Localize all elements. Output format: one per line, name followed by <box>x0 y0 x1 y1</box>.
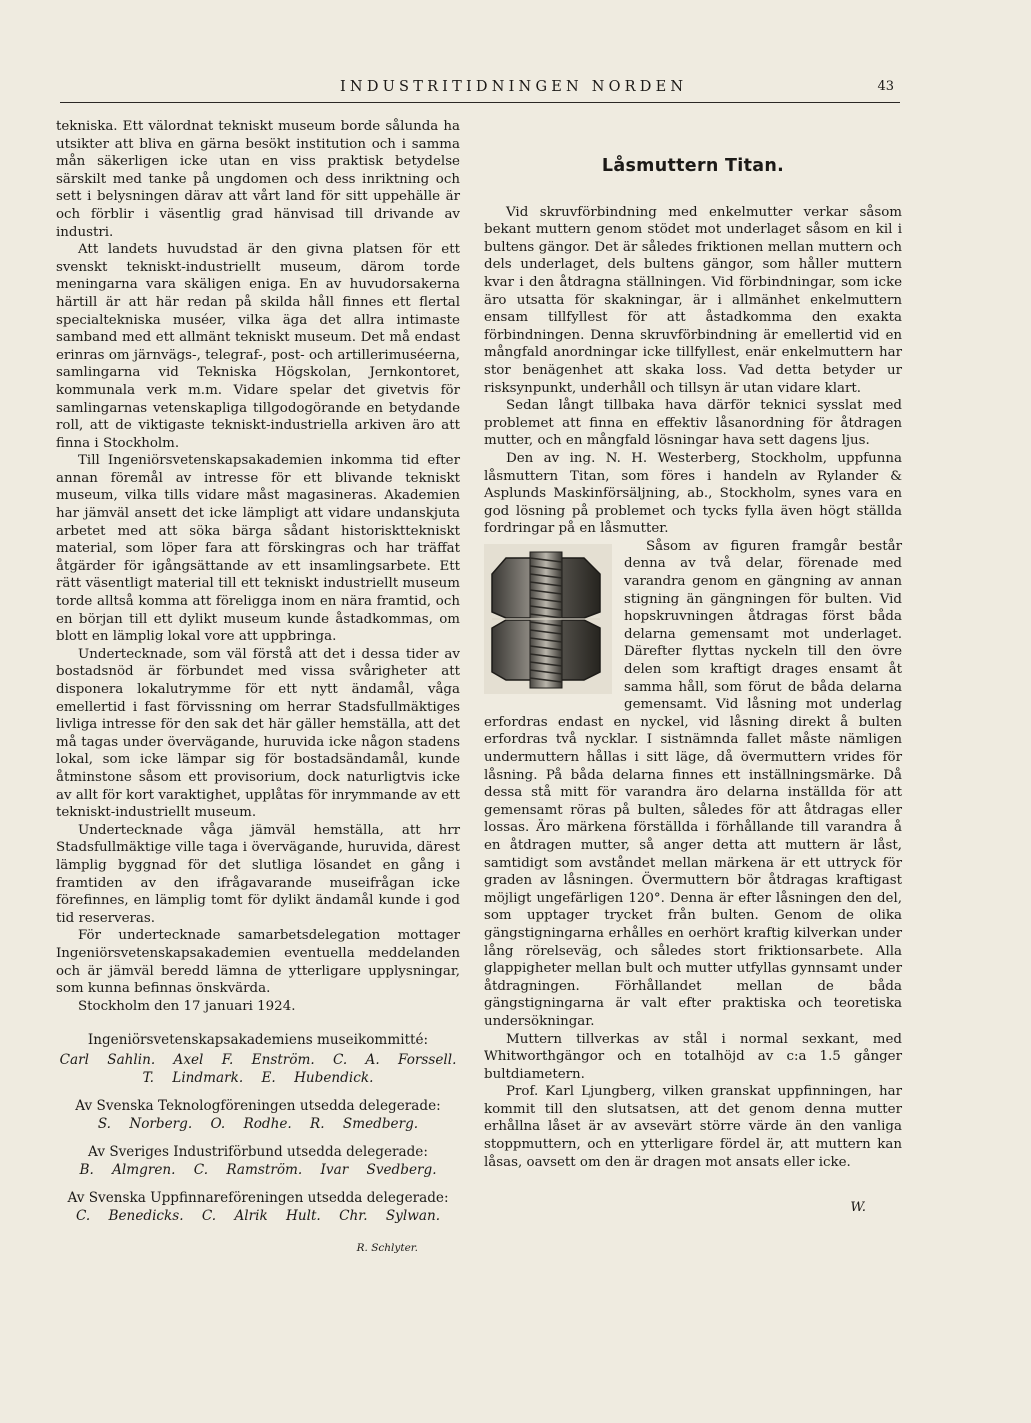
paragraph: Sedan långt tillbaka hava därför teknici sysslat med problemet att finna en effektiv låsanordning för åtdragen mutter, och en mångfald lösningar hava sett dagens ljus. <box>484 398 902 449</box>
delegation-names: S. Norberg. O. Rodhe. R. Smedberg. <box>97 1116 419 1133</box>
left-column <box>56 118 460 1257</box>
paragraph: Till Ingeniörsvetenskapsakademien inkomma tid efter annan föremål av intresse för ett blivande tekniskt museum, vilka tills vidare måst magasineras. Akademien har jämväl ansett det icke lämpligt att vidare undanskjuta arbetet med att söka bärga sådant historiskttekniskt material, som löper fara att förskingras och har träffat åtgärder för igångsättande av ett insamlingsarbete. Ett rätt väsentligt material till ett tekniskt industriellt museum torde alltså komma att föreligga inom en nära framtid, och en början till ett dylikt museum kunde åstadkommas, om blott en lämplig lokal vore att uppbringa. <box>56 453 460 645</box>
secretary-signature: R. Schlyter. <box>356 1242 418 1255</box>
paragraph: Prof. Karl Ljungberg, vilken granskat uppfinningen, har kommit till den slutsatsen, att det genom denna mutter erhållna låset är av avsevärt större värde än den vanliga stoppmuttern, och en ytterligare fördel är, att muttern kan låsas, oavsett om den är dragen mot ansats eller icke. <box>484 1084 902 1170</box>
paragraph: tekniska. Ett välordnat tekniskt museum borde sålunda ha utsikter att bliva en gärna besökt institution och i samma mån säkerligen icke utan en viss praktisk betydelse särskilt med tanke på ungdomen och dess inriktning och sett i belysningen därav att vårt land för sitt uppehälle är och förblir i väsentlig grad hänvisad till drivande av industri. <box>56 119 460 240</box>
running-title: INDUSTRITIDNINGEN NORDEN <box>340 79 688 95</box>
delegation-names: B. Almgren. C. Ramström. Ivar Svedberg. <box>79 1162 437 1179</box>
delegation-heading: Av Svenska Uppfinnareföreningen utsedda delegerade: <box>67 1190 449 1207</box>
date-line: Stockholm den 17 januari 1924. <box>78 998 296 1014</box>
right-column <box>484 150 902 1217</box>
lock-nut-figure <box>484 544 612 694</box>
author-signature: W. <box>850 1200 866 1216</box>
paragraph: Muttern tillverkas av stål i normal sexkant, med Whitworthgängor och en totalhöjd av c:a 1.5 gånger bultdiametern. <box>484 1031 902 1082</box>
paragraph: Såsom av figuren framgår består denna av två delar, förenade med varandra genom en gängning av annan stigning än gängningen för bulten. Vid hopskruvningen åtdragas först båda delarna gemensamt mot underlaget. Därefter flyttas nyckeln till den övre delen som kraftigt drages ensamt åt samma håll, som förut de båda delarna gemensamt. Vid låsning mot underlag erfordras endast en nyckel, vid låsning direkt å bulten erfordras två nycklar. I sistnämnda fallet måste nämligen undermuttern hållas i sitt läge, då övermuttern vrides för låsning. På båda delarna finnes ett inställningsmärke. Då dessa stå mitt för varandra äro delarna inställda för att gemensamt röras på bulten, således för att åtdragas eller lossas. Äro märkena förställda i förhållande till varandra å en åtdragen mutter, så anger detta att muttern är låst, samtidigt som avståndet mellan märkena är ett uttryck för graden av låsningen. Övermuttern bör åtdragas kraftigast möjligt ungefärligen 120°. Denna är efter låsningen den del, som upptager trycket från bulten. Genom de olika gängstigningarna erhålles en oerhört kraftig kilverkan under lång rörelseväg, och således stort friktionsarbete. Alla glappigheter mellan bult och mutter utfyllas gynnsamt under åtdragningen. Förhållandet mellan de båda gängstigningarna är valt efter praktiska och teoretiska undersökningar. <box>484 538 902 1029</box>
paragraph: Att landets huvudstad är den givna platsen för ett svenskt tekniskt-industriellt museum, därom torde meningarna vara skäligen eniga. En av huvudorsakerna härtill är att här redan på skilda håll finnes ett flertal specialtekniska muséer, vilka äga det allra intimaste samband med ett allmänt tekniskt museum. Det må endast erinras om järnvägs-, telegraf-, post- och artillerimuséerna, samlingarna vid Tekniska Högskolan, Jernkontoret, kommunala verk m.m. Vidare spelar det givetvis för samlingarnas vetenskapliga tillgodogörande en betydande roll, att de viktigaste tekniskt-industriella arkiven äro att finna i Stockholm. <box>56 242 460 451</box>
paragraph: Vid skruvförbindning med enkelmutter verkar såsom bekant muttern genom stödet mot underlaget såsom en kil i bultens gängor. Det är således friktionen mellan muttern och dels underlaget, dels bultens gängor, som håller muttern kvar i den åtdragna ställningen. Vid förbindningar, som icke äro utsatta för skakningar, är i allmänhet enkelmuttern ensam tillfyllest för att åstadkomma den exakta förbindningen. Denna skruvförbindning är emellertid vid en mångfald anordningar icke tillfyllest, enär enkelmuttern har stor benägenhet att skaka loss. Vad detta betyder ur risksynpunkt, underhåll och tillsyn är utan vidare klart. <box>484 204 902 396</box>
delegation-names: C. Benedicks. C. Alrik Hult. Chr. Sylwan. <box>75 1208 441 1225</box>
paragraph: Undertecknade våga jämväl hemställa, att hrr Stadsfullmäktige ville taga i övervägande, huruvida, därest lämplig byggnad för det slutliga lösandet en gång i framtiden av den ifrågavarande museifrågan icke förefinnes, en lämplig tomt för dylikt ändamål kunde i god tid reserveras. <box>56 822 460 926</box>
article-title: Låsmuttern Titan. <box>601 156 785 176</box>
committee-heading: Ingeniörsvetenskapsakademiens museikommitté: <box>87 1032 429 1049</box>
lock-nut-illustration <box>484 544 612 694</box>
page-header <box>60 76 900 103</box>
signatories <box>56 1031 460 1257</box>
committee-names: T. Lindmark. E. Hubendick. <box>142 1070 374 1087</box>
paragraph: Undertecknade, som väl förstå att det i dessa tider av bostadsnöd är förbundet med vissa svårigheter att disponera lokalutrymme för ett nytt ändamål, våga emellertid i fast förvissning om herrar Stadsfullmäktiges livliga intresse för den sak det här gäller hemställa, att det må tagas under övervägande, huruvida icke någon stadens lokal, som icke lämpar sig för bostadsändamål, kunde åtminstone såsom ett provisorium, dock naturligtvis icke av allt för kort varaktighet, upplåtas för inrymmande av ett tekniskt-industriellt museum. <box>56 646 460 821</box>
committee-names: Carl Sahlin. Axel F. Enström. C. A. Forssell. <box>59 1052 457 1069</box>
paragraph: Den av ing. N. H. Westerberg, Stockholm, uppfunna låsmuttern Titan, som föres i handeln av Rylander & Asplunds Maskinförsäljning, ab., Stockholm, synes vara en god lösning på problemet och tycks fylla även högt ställda fordringar på en låsmutter. <box>484 450 902 537</box>
paragraph: För undertecknade samarbetsdelegation mottager Ingeniörsvetenskapsakademien eventuella meddelanden och är jämväl beredd lämna de ytterligare upplysningar, som kunna befinnas önskvärda. <box>56 928 460 997</box>
page-number: 43 <box>877 79 894 94</box>
delegation-heading: Av Sveriges Industriförbund utsedda delegerade: <box>88 1144 428 1161</box>
delegation-heading: Av Svenska Teknologföreningen utsedda delegerade: <box>75 1098 441 1115</box>
